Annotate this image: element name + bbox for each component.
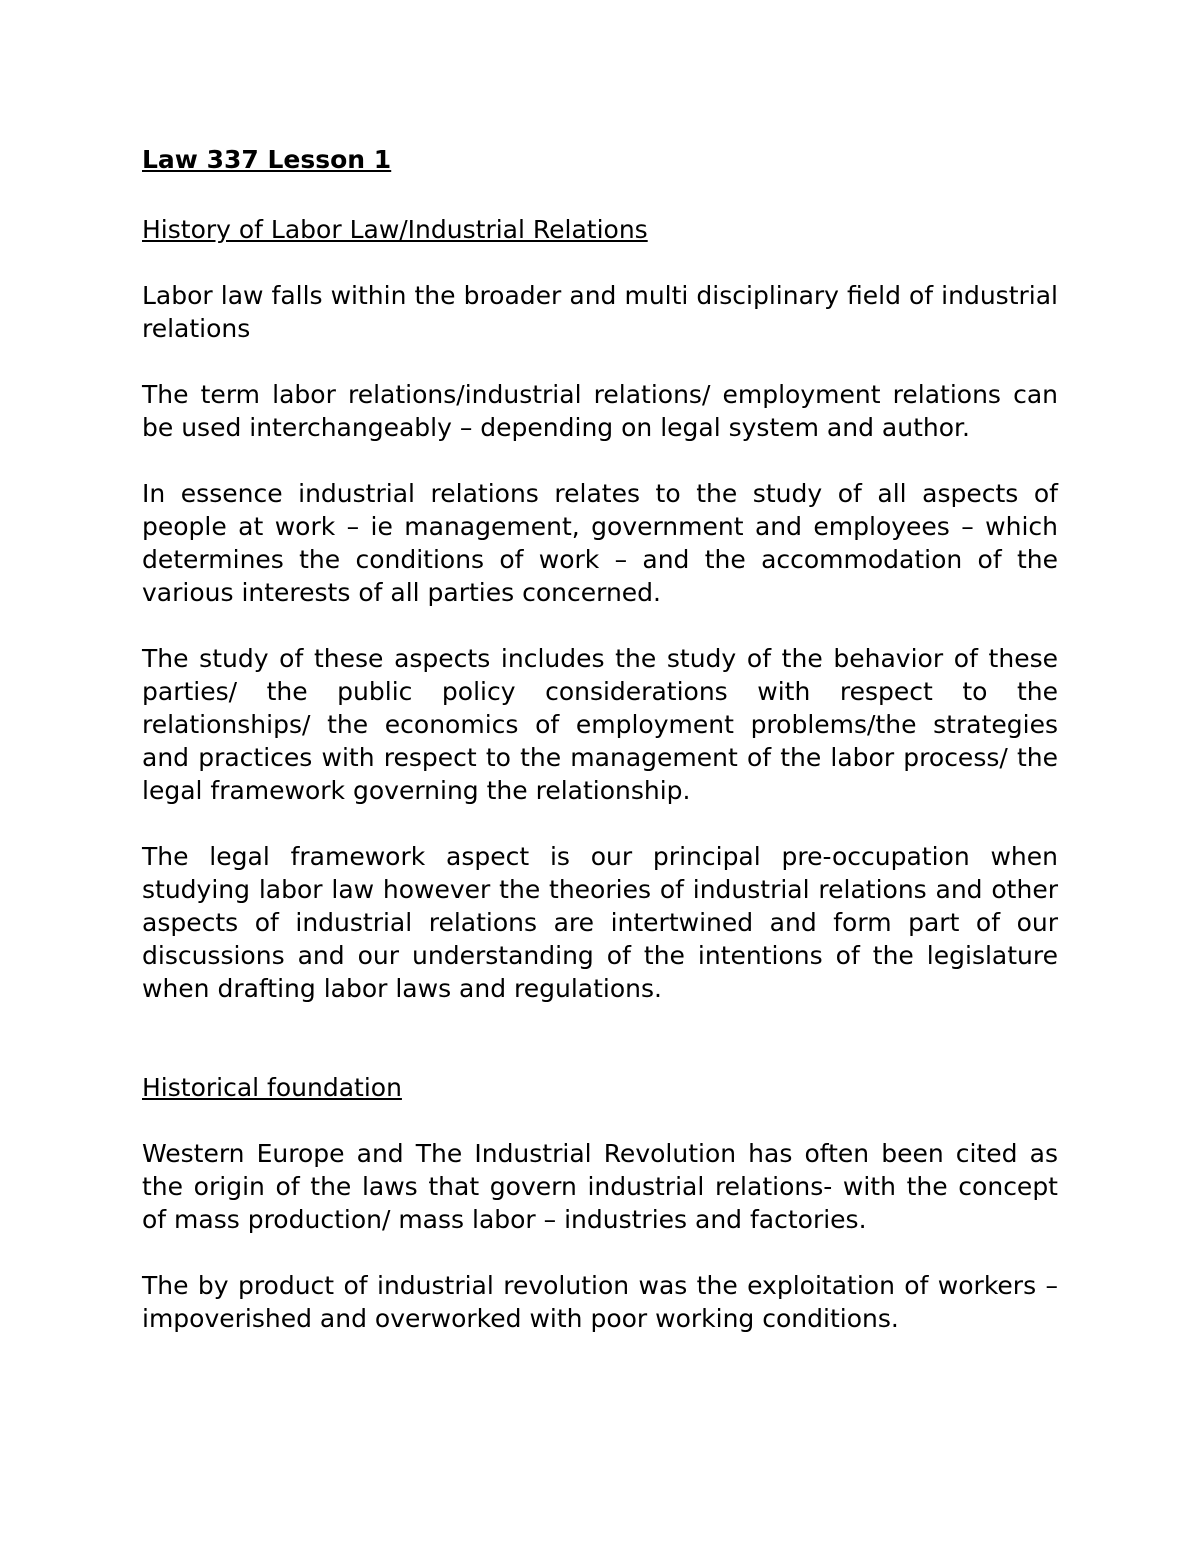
paragraph: The study of these aspects includes the study of the behavior of these parties/ the public policy considerations with respect to the relationships/ the economics of employment problems/the strategies and practices with respect to the management of the labor process/ the legal framework governing the relationship. bbox=[142, 644, 1058, 805]
section-heading-history: History of Labor Law/Industrial Relations bbox=[142, 215, 648, 244]
paragraph: Western Europe and The Industrial Revolution has often been cited as the origin of the laws that govern industrial relations- with the concept of mass production/ mass labor – industries and factories. bbox=[142, 1139, 1058, 1234]
section-heading-historical-foundation: Historical foundation bbox=[142, 1073, 402, 1102]
paragraph: The legal framework aspect is our principal pre-occupation when studying labor law however the theories of industrial relations and other aspects of industrial relations are intertwined and form part of our discussions and our understanding of the intentions of the legislature when drafting labor laws and regulations. bbox=[142, 842, 1058, 1003]
paragraph: The by product of industrial revolution was the exploitation of workers – impoverished and overworked with poor working conditions. bbox=[142, 1271, 1058, 1333]
paragraph: In essence industrial relations relates to the study of all aspects of people at work – ie management, government and employees – which determines the conditions of work – and the accommodation of the various interests of all parties concerned. bbox=[142, 479, 1058, 607]
document-title: Law 337 Lesson 1 bbox=[142, 145, 392, 174]
paragraph: The term labor relations/industrial relations/ employment relations can be used interchangeably – depending on legal system and author. bbox=[142, 380, 1058, 442]
paragraph: Labor law falls within the broader and multi disciplinary field of industrial relations bbox=[142, 281, 1058, 343]
spacer bbox=[142, 1038, 1058, 1071]
document-page bbox=[142, 140, 1058, 1368]
